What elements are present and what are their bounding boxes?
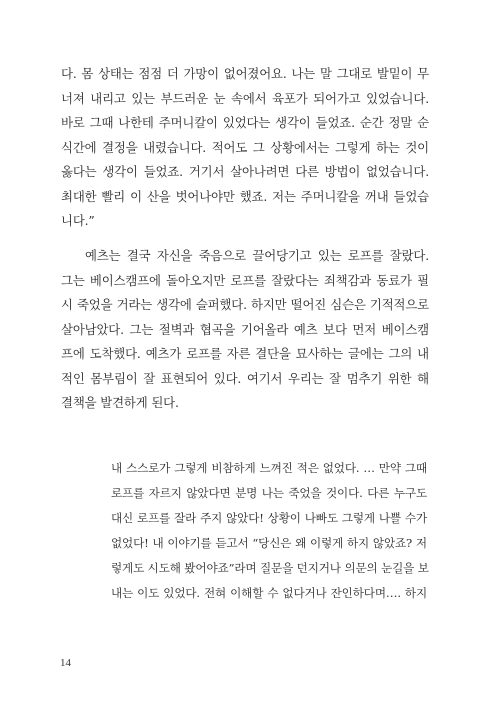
text-line: 프에 도착했다. 예츠가 로프를 자른 결단을 묘사하는 글에는 그의 내 [61,346,429,361]
text-line: 그는 베이스캠프에 돌아오지만 로프를 잘랐다는 죄책감과 동료가 필 [61,272,429,288]
page-number: 14 [60,657,71,669]
quote-line: 렇게도 시도해 봤어야죠”라며 질문을 던지거나 의문의 눈길을 보 [111,561,429,575]
text-line: 예츠는 결국 자신을 죽음으로 끌어당기고 있는 로프를 잘랐다. [85,248,429,263]
quote-line: 로프를 자르지 않았다면 분명 나는 죽었을 것이다. 다른 누구도 [111,486,427,500]
text-line: 바로 그때 나한테 주머니칼이 있었다는 생각이 들었죠. 순간 정말 순 [61,115,429,130]
quote-line: 내는 이도 있었다. 전혀 이해할 수 없다거나 잔인하다며…. 하지 [111,586,427,600]
quote-line: 내 스스로가 그렇게 비참하게 느껴진 적은 없었다. … 만약 그때 [111,461,427,475]
paragraph-body [61,244,429,416]
block-quote [111,456,427,606]
quote-line: 대신 로프를 잘라 주지 않았다! 상황이 나빠도 그렇게 나쁠 수가 [111,511,427,525]
text-line: 식간에 결정을 내렸습니다. 적어도 그 상황에서는 그렇게 하는 것이 [61,139,429,155]
text-line: 결책을 발견하게 된다. [61,395,179,410]
text-line: 시 죽었을 거라는 생각에 슬퍼했다. 하지만 떨어진 심슨은 기적적으로 [61,297,429,312]
text-line: 적인 몸부림이 잘 표현되어 있다. 여기서 우리는 잘 멈추기 위한 해 [61,370,429,386]
text-line: 너져 내리고 있는 부드러운 눈 속에서 육포가 되어가고 있었습니다. [61,90,429,106]
text-line: 옳다는 생각이 들었죠. 거기서 살아나려면 다른 방법이 없었습니다. [61,164,429,179]
paragraph-continued [61,62,429,234]
text-line: 최대한 빨리 이 산을 벗어나야만 했죠. 저는 주머니칼을 꺼내 들었습 [61,188,429,204]
text-line: 살아남았다. 그는 절벽과 협곡을 기어올라 예츠 보다 먼저 베이스캠 [61,321,429,337]
text-line: 니다.” [61,213,95,228]
text-line: 다. 몸 상태는 점점 더 가망이 없어졌어요. 나는 말 그대로 발밑이 무 [61,66,429,81]
quote-line: 없었다! 내 이야기를 듣고서 “당신은 왜 이렇게 하지 않았죠? 저 [111,536,427,550]
